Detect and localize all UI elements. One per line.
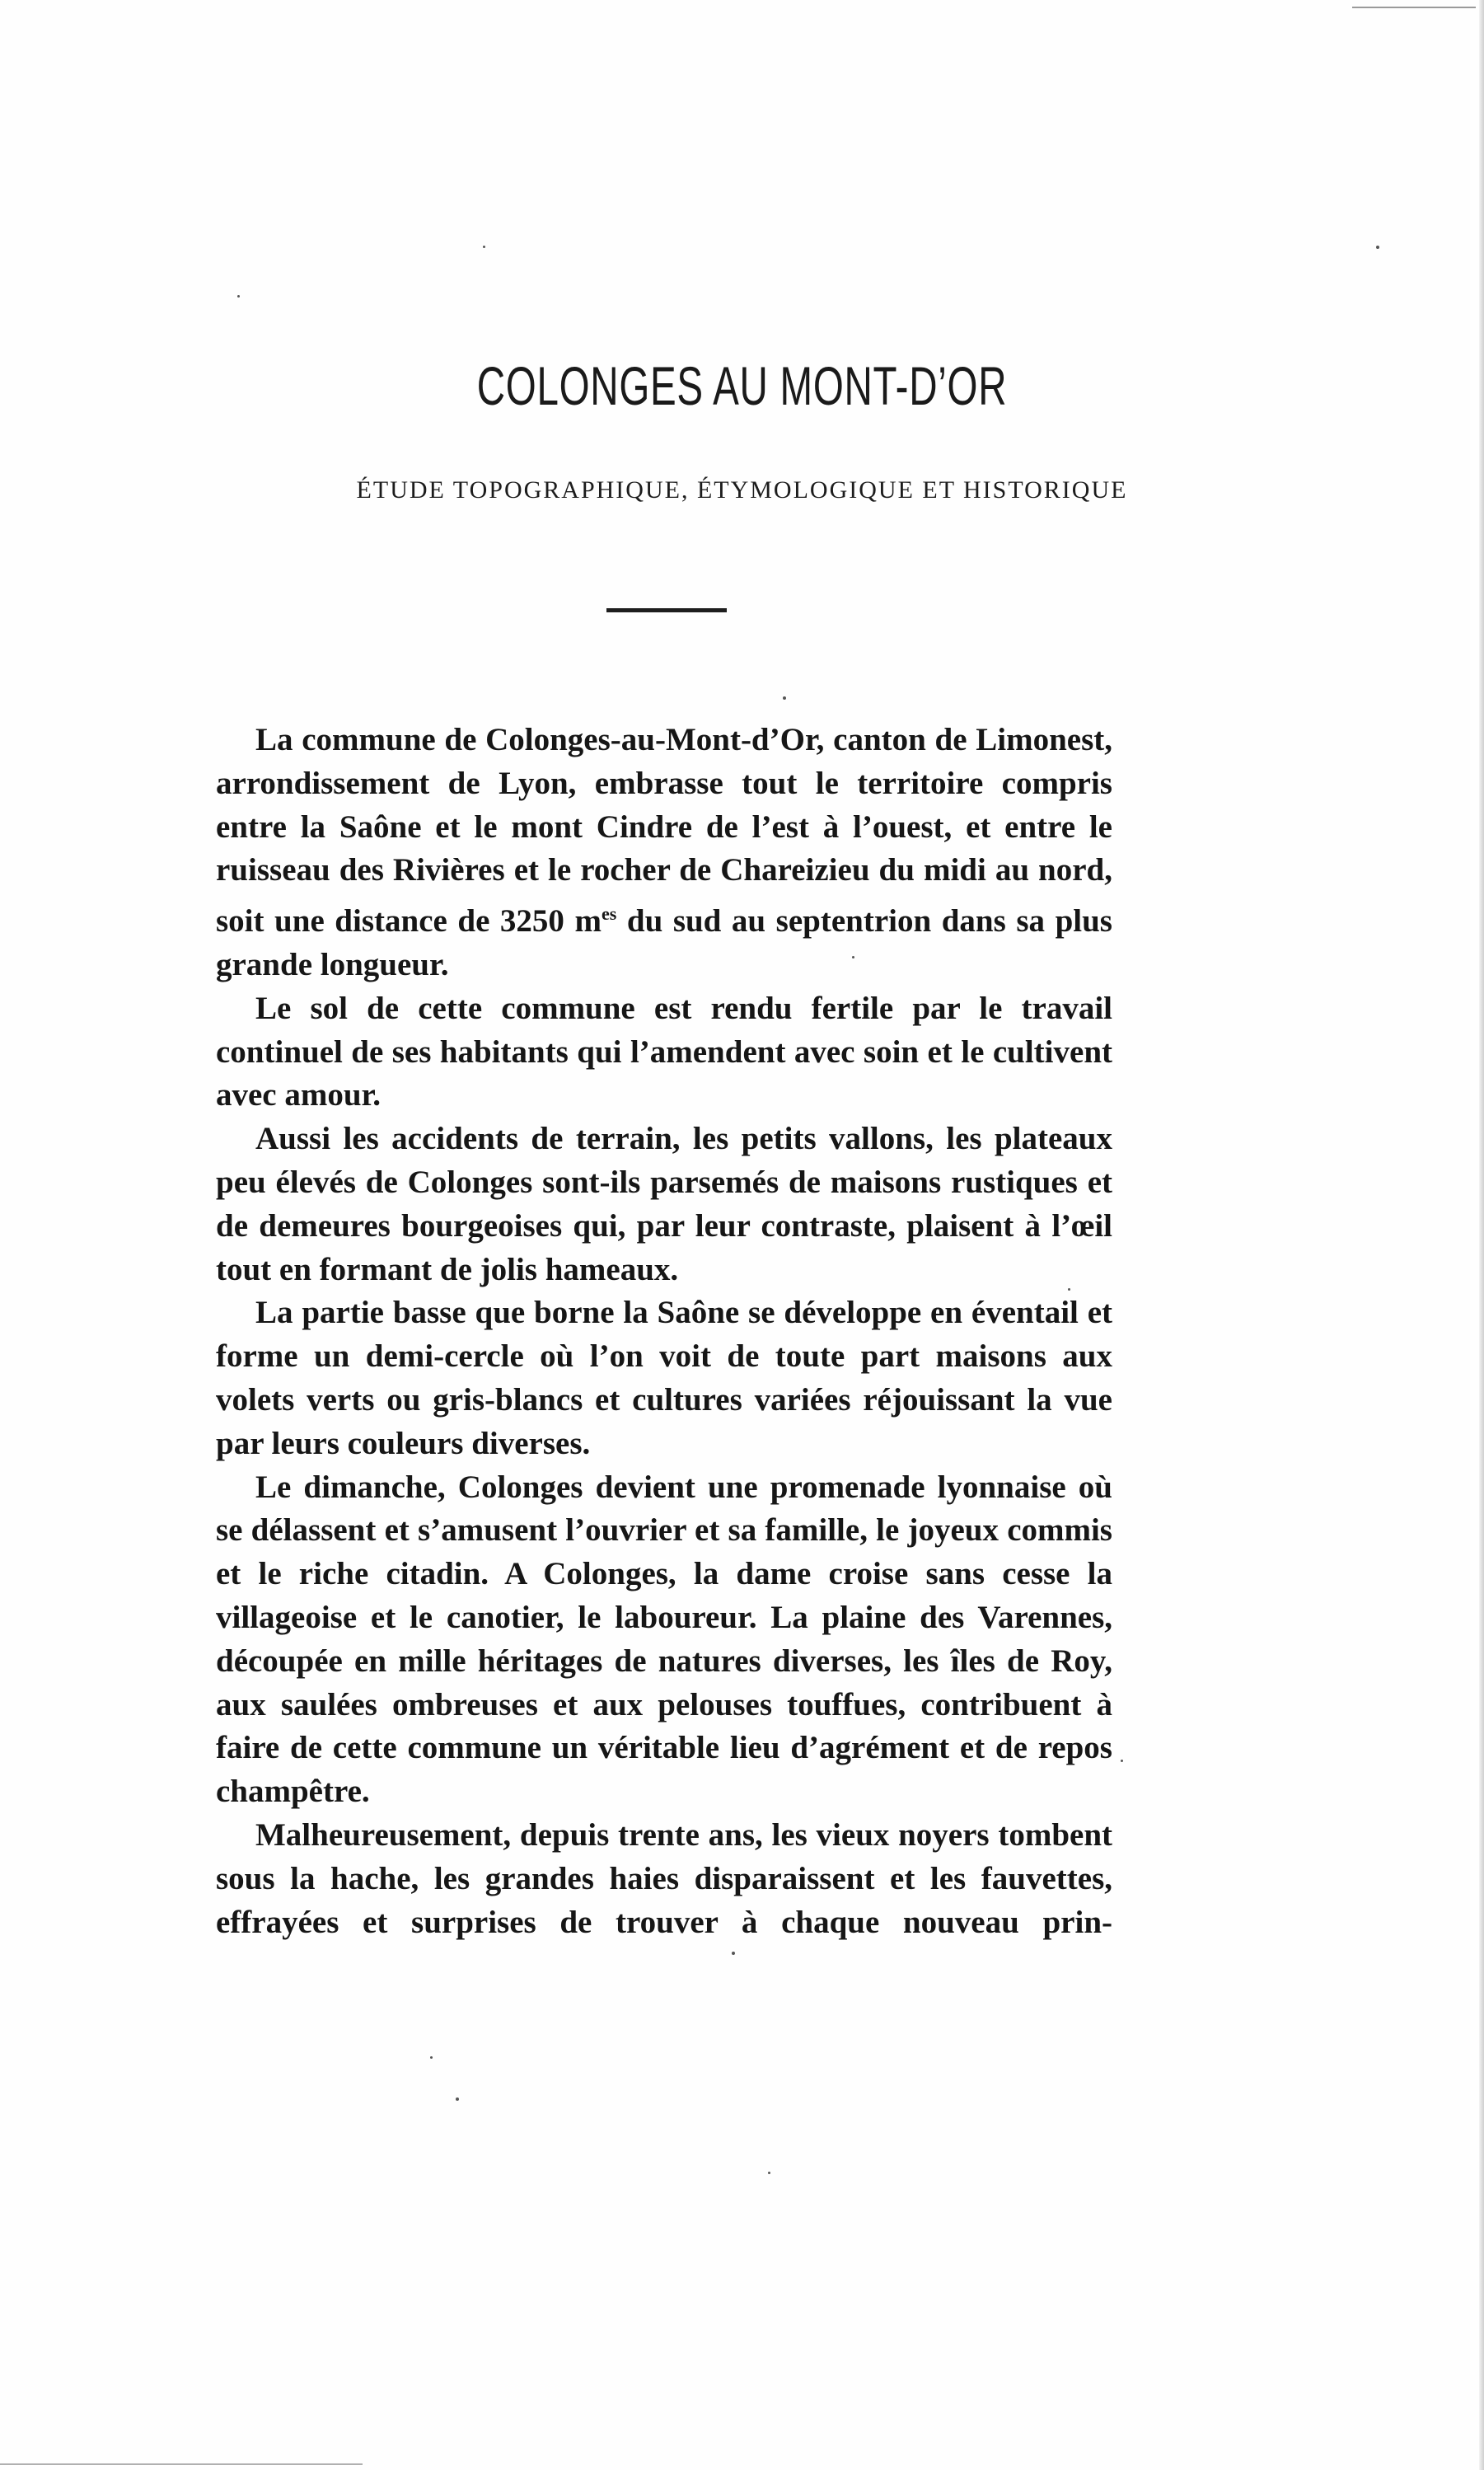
paragraph-text: La commune de Colonges-au-Mont-d’Or, canton de Limonest, arrondissement de Lyon, embrasse tout le territoire compris entre la Saône et le mont Cindre de l’est à l’ouest, et entre le ruisseau des Rivières et le rocher de Chareizieu du midi au nord, soit une distance de 3250 m (216, 722, 1112, 940)
scan-speck (783, 696, 786, 700)
scan-speck (1121, 1760, 1123, 1762)
paragraph (216, 719, 1112, 987)
paragraph: Malheureusement, depuis trente ans, les vieux noyers tombent sous la hache, les grandes haies disparaissent et les fauvettes, effrayées et surprises de trouver à chaque nouveau prin- (216, 1816, 1112, 1940)
scan-speck (237, 295, 240, 298)
title-separator-rule (606, 608, 727, 612)
page-subtitle: ÉTUDE TOPOGRAPHIQUE, ÉTYMOLOGIQUE ET HISTORIQUE (356, 476, 1128, 504)
scan-speck (768, 2172, 770, 2174)
scan-speck (430, 2056, 433, 2059)
page-title: COLONGES AU MONT-D’OR (476, 355, 1008, 416)
scan-speck (732, 1952, 735, 1955)
body-text (216, 719, 1112, 1944)
paragraph: La partie basse que borne la Saône se développe en éventail et forme un demi-cercle où l’on voit de toute part maisons aux volets verts ou gris-blancs et cultures variées réjouissant la vue par leurs couleurs diverses. (216, 1295, 1112, 1461)
page-edge-line-bottom (0, 2463, 363, 2465)
page-edge-shadow (1479, 0, 1484, 2470)
scan-speck (483, 246, 485, 248)
paragraph: Aussi les accidents de terrain, les petits vallons, les plateaux peu élevés de Colonges sont-ils parsemés de maisons rustiques et de demeures bourgeoises qui, par leur contraste, plaisent à l’œil tout en formant de jolis hameaux. (216, 1121, 1112, 1287)
scan-speck (456, 2097, 459, 2101)
paragraph: Le dimanche, Colonges devient une promenade lyonnaise où se délassent et s’amusent l’ouvrier et sa famille, le joyeux commis et le riche citadin. A Colonges, la dame croise sans cesse la villageoise et le canotier, le laboureur. La plaine des Varennes, découpée en mille héritages de natures diverses, les îles de Roy, aux saulées ombreuses et aux pelouses touffues, contribuent à faire de cette commune un véritable lieu d’agrément et de repos champêtre. (216, 1469, 1112, 1810)
scan-speck (1376, 246, 1379, 249)
paragraph-text: du sud au septentrion dans sa plus grande longueur. (216, 903, 1112, 982)
paragraph: Le sol de cette commune est rendu fertile par le travail continuel de ses habitants qui l’amendent avec soin et le cultivent avec amour. (216, 990, 1112, 1113)
page-edge-line-top (1352, 7, 1476, 8)
superscript-text: es (601, 903, 617, 925)
